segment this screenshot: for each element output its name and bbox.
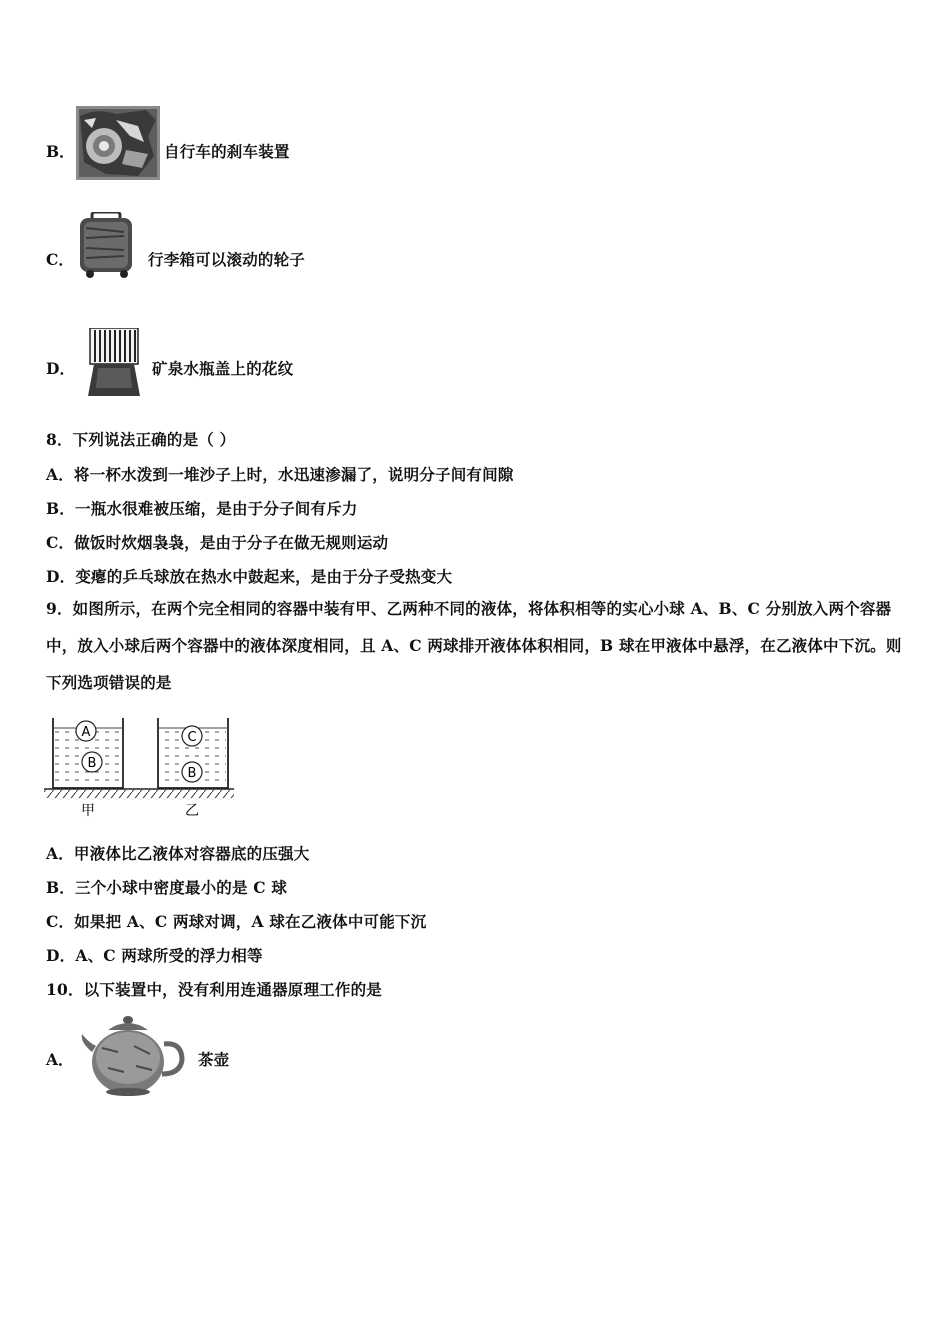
ball-a-label: A (81, 725, 91, 740)
option-c: C．如果把 A、C 两球对调，A 球在乙液体中可能下沉 (46, 912, 427, 931)
option-label: D． (46, 359, 75, 378)
containers-diagram (44, 712, 234, 820)
option-c: C．做饭时炊烟袅袅，是由于分子在做无规则运动 (46, 533, 389, 552)
option-label: A． (46, 1050, 74, 1069)
option-d: D．A、C 两球所受的浮力相等 (46, 946, 263, 965)
option-text: 矿泉水瓶盖上的花纹 (152, 359, 294, 378)
option-a: A．甲液体比乙液体对容器底的压强大 (46, 844, 310, 863)
container-yi-label: 乙 (185, 803, 199, 819)
bicycle-brake-icon (76, 106, 160, 180)
teapot-icon (78, 1012, 188, 1098)
option-text: 自行车的刹车装置 (164, 142, 290, 161)
ball-c-label: C (187, 730, 197, 745)
question-stem: 9．如图所示，在两个完全相同的容器中装有甲、乙两种不同的液体，将体积相等的实心小球 A、B、C 分别放入两个容器中，放入小球后两个容器中的液体深度相同，且 A、C 两球排开液体体积相同，B 球在甲液体中悬浮，在乙液体中下沉。则下列选项错误的是 (46, 599, 902, 692)
suitcase-wheels-icon (78, 212, 136, 278)
question-stem: 10．以下装置中，没有利用连通器原理工作的是 (46, 980, 382, 999)
option-label: C． (46, 250, 74, 269)
option-text: 行李箱可以滚动的轮子 (148, 250, 306, 269)
option-a: A．将一杯水泼到一堆沙子上时，水迅速渗漏了，说明分子间有间隙 (46, 465, 514, 484)
container-jia-label: 甲 (81, 803, 95, 819)
option-b: B．三个小球中密度最小的是 C 球 (46, 878, 288, 897)
bottle-cap-icon (86, 328, 142, 396)
option-d: D．变瘪的乒乓球放在热水中鼓起来，是由于分子受热变大 (46, 567, 453, 586)
option-text: 茶壶 (198, 1050, 230, 1069)
option-b: B．一瓶水很难被压缩，是由于分子间有斥力 (46, 499, 358, 518)
ball-b-label: B (187, 766, 197, 781)
ball-b-label: B (87, 756, 97, 771)
option-label: B． (46, 142, 75, 161)
question-stem: 8．下列说法正确的是（ ） (46, 430, 236, 449)
